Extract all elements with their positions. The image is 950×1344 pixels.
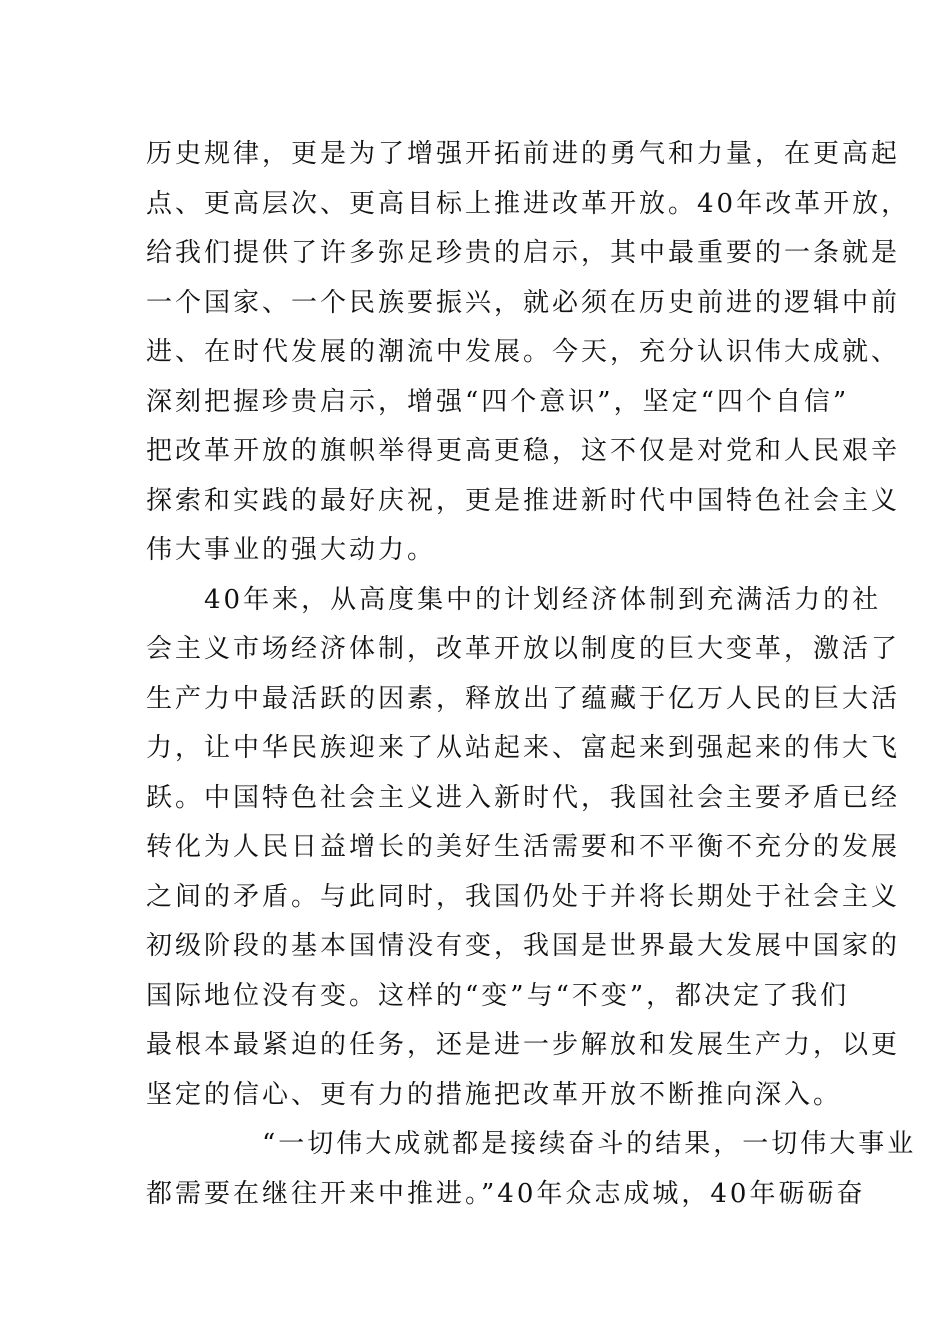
text-line: 坚定的信心、更有力的措施把改革开放不断推向深入。	[146, 1079, 843, 1110]
text-line: “一切伟大成就都是接续奋斗的结果，一切伟大事业	[146, 1129, 917, 1159]
text-line: 40年来，从高度集中的计划经济体制到充满活力的社	[146, 584, 882, 615]
text-line: 生产力中最活跃的因素，释放出了蕴藏于亿万人民的巨大活	[146, 683, 901, 714]
text-line: 都需要在继往开来中推进。”40年众志成城，40年砺砺奋	[146, 1178, 866, 1209]
text-line: 深刻把握珍贵启示，增强“四个意识”，坚定“四个自信”	[146, 386, 850, 417]
text-line: 把改革开放的旗帜举得更高更稳，这不仅是对党和人民艰辛	[146, 436, 901, 466]
text-line: 伟大事业的强大动力。	[146, 535, 437, 565]
text-line: 历史规律，更是为了增强开拓前进的勇气和力量，在更高起	[146, 139, 901, 169]
text-line: 探索和实践的最好庆祝，更是推进新时代中国特色社会主义	[146, 485, 901, 516]
text-line: 转化为人民日益增长的美好生活需要和不平衡不充分的发展	[146, 832, 901, 862]
text-line: 给我们提供了许多弥足珍贵的启示，其中最重要的一条就是	[146, 238, 901, 268]
body-text	[146, 130, 917, 1219]
text-line: 之间的矛盾。与此同时，我国仍处于并将长期处于社会主义	[146, 881, 901, 912]
text-line: 一个国家、一个民族要振兴，就必须在历史前进的逻辑中前	[146, 287, 901, 318]
text-line: 最根本最紧迫的任务，还是进一步解放和发展生产力，以更	[146, 1030, 901, 1060]
text-line: 点、更高层次、更高目标上推进改革开放。40年改革开放，	[146, 188, 911, 219]
text-line: 初级阶段的基本国情没有变，我国是世界最大发展中国家的	[146, 931, 901, 961]
text-line: 会主义市场经济体制，改革开放以制度的巨大变革，激活了	[146, 634, 901, 664]
text-line: 国际地位没有变。这样的“变”与“不变”，都决定了我们	[146, 980, 850, 1011]
text-line: 力，让中华民族迎来了从站起来、富起来到强起来的伟大飞	[146, 733, 901, 763]
text-line: 进、在时代发展的潮流中发展。今天，充分认识伟大成就、	[146, 337, 901, 367]
text-line: 跃。中国特色社会主义进入新时代，我国社会主要矛盾已经	[146, 782, 901, 813]
